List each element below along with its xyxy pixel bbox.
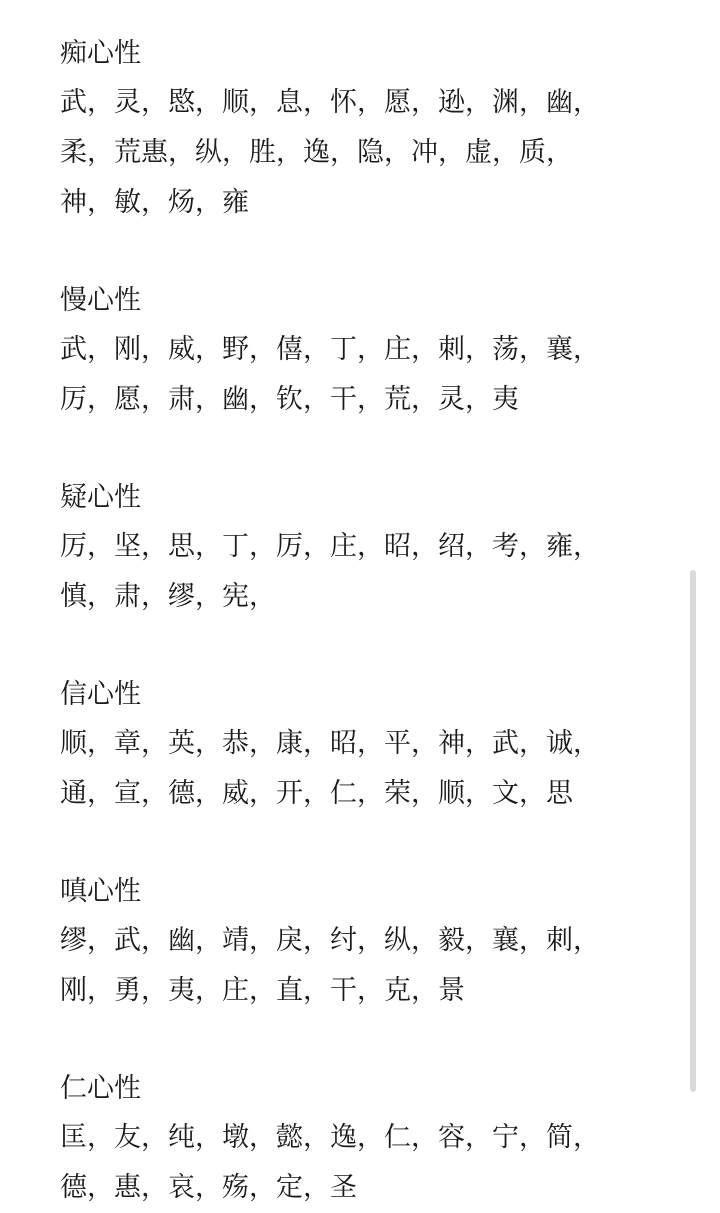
text-line: 缪，武，幽，靖，戾，纣，纵，毅，襄，刺， xyxy=(60,925,600,956)
text-line: 厉，坚，思，丁，厉，庄，昭，绍，考，雍， xyxy=(60,531,600,562)
text-line: 神，敏，炀，雍 xyxy=(60,187,249,218)
section-title: 信心性 xyxy=(60,679,141,710)
section-chi xyxy=(60,30,660,228)
scrollbar-thumb[interactable] xyxy=(690,570,696,1092)
text-line: 顺，章，英，恭，康，昭，平，神，武，诚， xyxy=(60,728,600,759)
section-title: 嗔心性 xyxy=(60,876,141,907)
text-line: 慎，肃，缪，宪， xyxy=(60,581,276,612)
text-line: 德，惠，哀，殇，定，圣 xyxy=(60,1172,357,1203)
text-line: 厉，愿，肃，幽，钦，干，荒，灵，夷 xyxy=(60,384,519,415)
section-title: 痴心性 xyxy=(60,38,141,69)
section-man xyxy=(60,277,660,425)
vertical-scrollbar[interactable] xyxy=(690,0,698,1213)
section-title: 疑心性 xyxy=(60,482,141,513)
section-ren xyxy=(60,1065,660,1213)
section-title: 慢心性 xyxy=(60,285,141,316)
section-chen xyxy=(60,868,660,1016)
text-line: 刚，勇，夷，庄，直，干，克，景 xyxy=(60,975,465,1006)
document-body xyxy=(60,30,660,1213)
section-yi xyxy=(60,474,660,622)
text-line: 武，刚，威，野，僖，丁，庄，刺，荡，襄， xyxy=(60,334,600,365)
text-line: 武，灵，愍，顺，息，怀，愿，逊，渊，幽， xyxy=(60,87,600,118)
text-line: 匡，友，纯，墩，懿，逸，仁，容，宁，简， xyxy=(60,1122,600,1153)
section-title: 仁心性 xyxy=(60,1073,141,1104)
section-xin xyxy=(60,671,660,819)
text-line: 柔，荒惠，纵，胜，逸，隐，冲，虚，质， xyxy=(60,137,573,168)
text-line: 通，宣，德，威，开，仁，荣，顺，文，思 xyxy=(60,778,573,809)
